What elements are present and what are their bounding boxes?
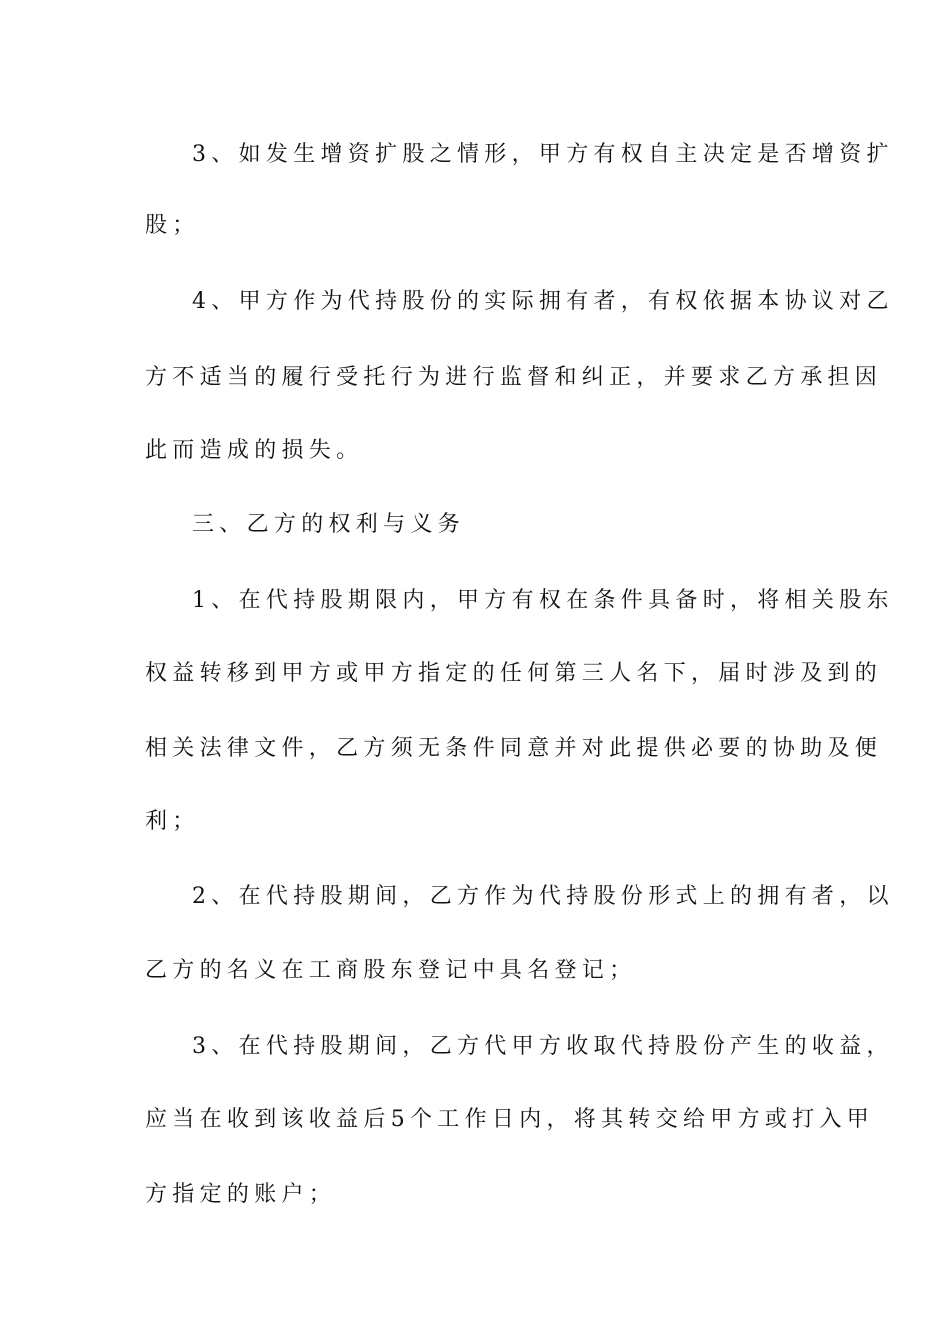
- paragraph-3-proceeds-line-2: 应当在收到该收益后5个工作日内，将其转交给甲方或打入甲: [145, 1107, 875, 1132]
- paragraph-1-transfer-line-4: 利；: [145, 809, 200, 834]
- paragraph-1-transfer-line-3: 相关法律文件，乙方须无条件同意并对此提供必要的协助及便: [145, 736, 883, 761]
- paragraph-4-owner-rights-line-3: 此而造成的损失。: [145, 438, 364, 463]
- paragraph-4-owner-rights-line-1: 4、甲方作为代持股份的实际拥有者，有权依据本协议对乙: [192, 289, 894, 314]
- paragraph-3-capital-increase-line-2: 股；: [145, 213, 200, 238]
- section-heading-party-b-rights: 三、乙方的权利与义务: [192, 512, 466, 537]
- paragraph-4-owner-rights-line-2: 方不适当的履行受托行为进行监督和纠正，并要求乙方承担因: [145, 365, 883, 390]
- paragraph-2-registration-line-1: 2、在代持股期间，乙方作为代持股份形式上的拥有者，以: [192, 884, 894, 909]
- paragraph-3-capital-increase-line-1: 3、如发生增资扩股之情形，甲方有权自主决定是否增资扩: [192, 142, 894, 167]
- paragraph-3-proceeds-line-3: 方指定的账户；: [145, 1182, 337, 1207]
- paragraph-3-proceeds-line-1: 3、在代持股期间，乙方代甲方收取代持股份产生的收益，: [192, 1034, 894, 1059]
- paragraph-2-registration-line-2: 乙方的名义在工商股东登记中具名登记；: [145, 958, 637, 983]
- paragraph-1-transfer-line-2: 权益转移到甲方或甲方指定的任何第三人名下，届时涉及到的: [145, 661, 883, 686]
- paragraph-1-transfer-line-1: 1、在代持股期限内，甲方有权在条件具备时，将相关股东: [192, 588, 894, 613]
